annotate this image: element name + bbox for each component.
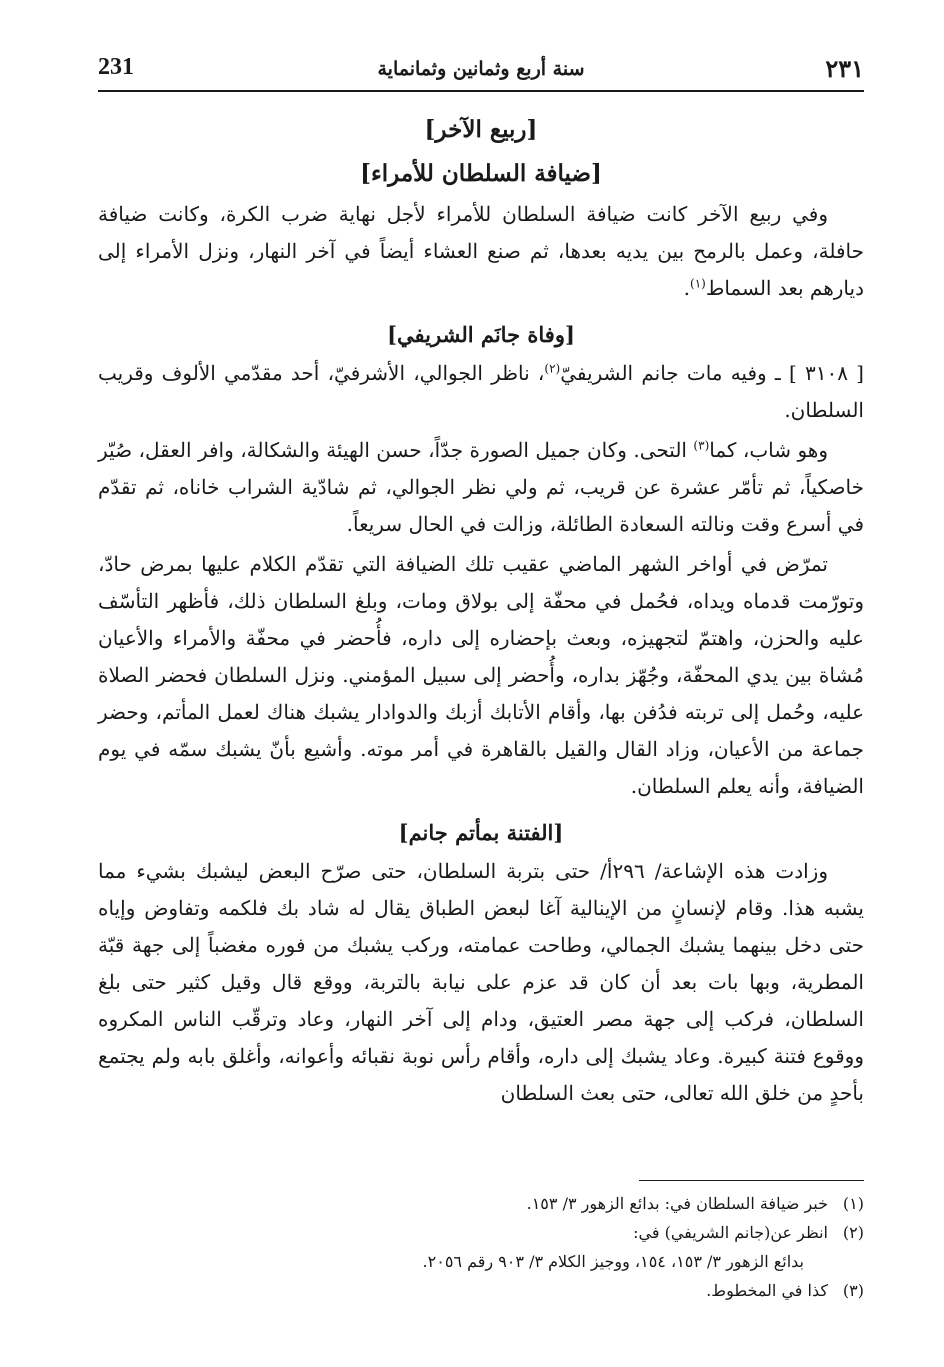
footnote-3	[98, 1276, 864, 1305]
running-title: سنة أربع وثمانين وثمانماية	[377, 58, 585, 80]
footnote-divider	[639, 1180, 864, 1181]
biography-lead: وهو شاب، كما	[709, 438, 828, 462]
page-header	[98, 50, 864, 92]
entry-text: ، ناظر الجوالي، الأشرفيّ، أحد مقدّمي الألوف وقريب السلطان.	[98, 361, 864, 422]
footnote-2	[98, 1218, 864, 1247]
main-text	[98, 108, 864, 1112]
footnote-ref-3[interactable]: (٣)	[693, 438, 710, 453]
footnote-3-text: كذا في المخطوط.	[706, 1281, 828, 1300]
footnote-1-number: (١)	[842, 1194, 864, 1213]
footnote-2-text: انظر عن(جانم الشريفي) في:	[633, 1223, 828, 1242]
footnote-1	[98, 1189, 864, 1218]
section-heading-feast: [ضيافة السلطان للأمراء]	[360, 160, 602, 187]
footnote-2-number: (٢)	[842, 1223, 864, 1242]
footnote-ref-1[interactable]: (١)	[690, 276, 706, 291]
section-heading-strife: [الفتنة بمأتم جانم]	[398, 820, 564, 845]
section-heading-death: [وفاة جانَم الشريفي]	[387, 322, 575, 347]
footnote-3-number: (٣)	[842, 1281, 864, 1300]
paragraph-illness: تمرّض في أواخر الشهر الماضي عقيب تلك الضيافة التي تقدّم الكلام عليها بمرض حادّ، وتورّمت قدماه ويداه، فحُمل في محفّة إلى بولاق ومات، وبلغ السلطان ذلك، فأظهر التأسّف عليه والحزن، واهتمّ لتجهيزه، وبعث بإحضاره إلى داره، فأُحضر في محفّة والأمراء والأعيان مُشاة بين يدي المحفّة، وجُهّز بداره، وأُحضر إلى سبيل المؤمني. ونزل السلطان فحضر الصلاة عليه، وحُمل إلى تربته فدُفن بها، وأقام الأتابك أزبك والدوادار يشبك هناك لعمل المأتم، وحضر جماعة من الأعيان، وزاد القال والقيل بالقاهرة في أمر موته. وأشيع بأنّ يشبك سمّه في يوم الضيافة، وأنه يعلم السلطان.	[98, 552, 864, 798]
paragraph-feast-end: .	[683, 276, 691, 300]
paragraph-feast	[98, 196, 864, 307]
paragraph-strife: وزادت هذه الإشاعة/ ٢٩٦أ/ حتى بتربة السلطان، حتى صرّح البعض ليشبك بشيء مما يشبه هذا. وقام لإنسانٍ من الإينالية آغا لبعض الطباق يقال له شاد بك فلكمه وتفاوض وإياه حتى دخل بينهما يشبك الجمالي، وطاحت عمامته، وركب يشبك من فوره مغضباً إلى جهة قبّة المطرية، وبها بات بعد أن كان قد عزم على نيابة بالتربة، ووقع قال وقيل كثير حتى بلغ السلطان، فركب إلى جهة مصر العتيق، ودام إلى آخر النهار، وعاد وترقّب الناس المكروه ووقوع فتنة كبيرة. وعاد يشبك إلى داره، وأقام رأس نوبة نقبائه وأعوانه، وأغلق بابه ولم يجتمع بأحدٍ من خلق الله تعالى، حتى بعث السلطان	[98, 859, 864, 1105]
footnote-1-text: خبر ضيافة السلطان في: بدائع الزهور ٣/ ١٥٣.	[526, 1194, 828, 1213]
page-number-latin: 231	[98, 54, 134, 80]
paragraph-entry	[98, 355, 864, 429]
footnote-2-continuation: بدائع الزهور ٣/ ١٥٣، ١٥٤، ووجيز الكلام ٣/ ٩٠٣ رقم ٢٠٥٦.	[422, 1252, 804, 1271]
month-heading: [ربيع الآخر]	[424, 116, 538, 143]
entry-lead: [ ٣١٠٨ ] ـ وفيه مات جانم الشريفيّ	[560, 361, 864, 385]
footnote-ref-2[interactable]: (٢)	[544, 361, 561, 376]
paragraph-biography	[98, 432, 864, 543]
page-number-arabic: ٢٣١	[825, 54, 864, 83]
footnotes	[98, 1180, 864, 1305]
paragraph-feast-text: وفي ربيع الآخر كانت ضيافة السلطان للأمراء لأجل نهاية ضرب الكرة، وكانت ضيافة حافلة، وعمل بالرمح بين يديه بعدها، ثم صنع العشاء أيضاً في آخر النهار، ونزل الأمراء إلى ديارهم بعد السماط	[98, 202, 864, 300]
biography-text: التحى. وكان جميل الصورة جدّاً، حسن الهيئة والشكالة، وافر العقل، صُيّر خاصكياً، ثم تأمّر عشرة عن قريب، ثم ولي نظر الجوالي، ثم شادّية الشراب خاناه، ثم تقدّم في أسرع وقت ونالته السعادة الطائلة، وزالت في الحال سريعاً.	[98, 438, 864, 536]
